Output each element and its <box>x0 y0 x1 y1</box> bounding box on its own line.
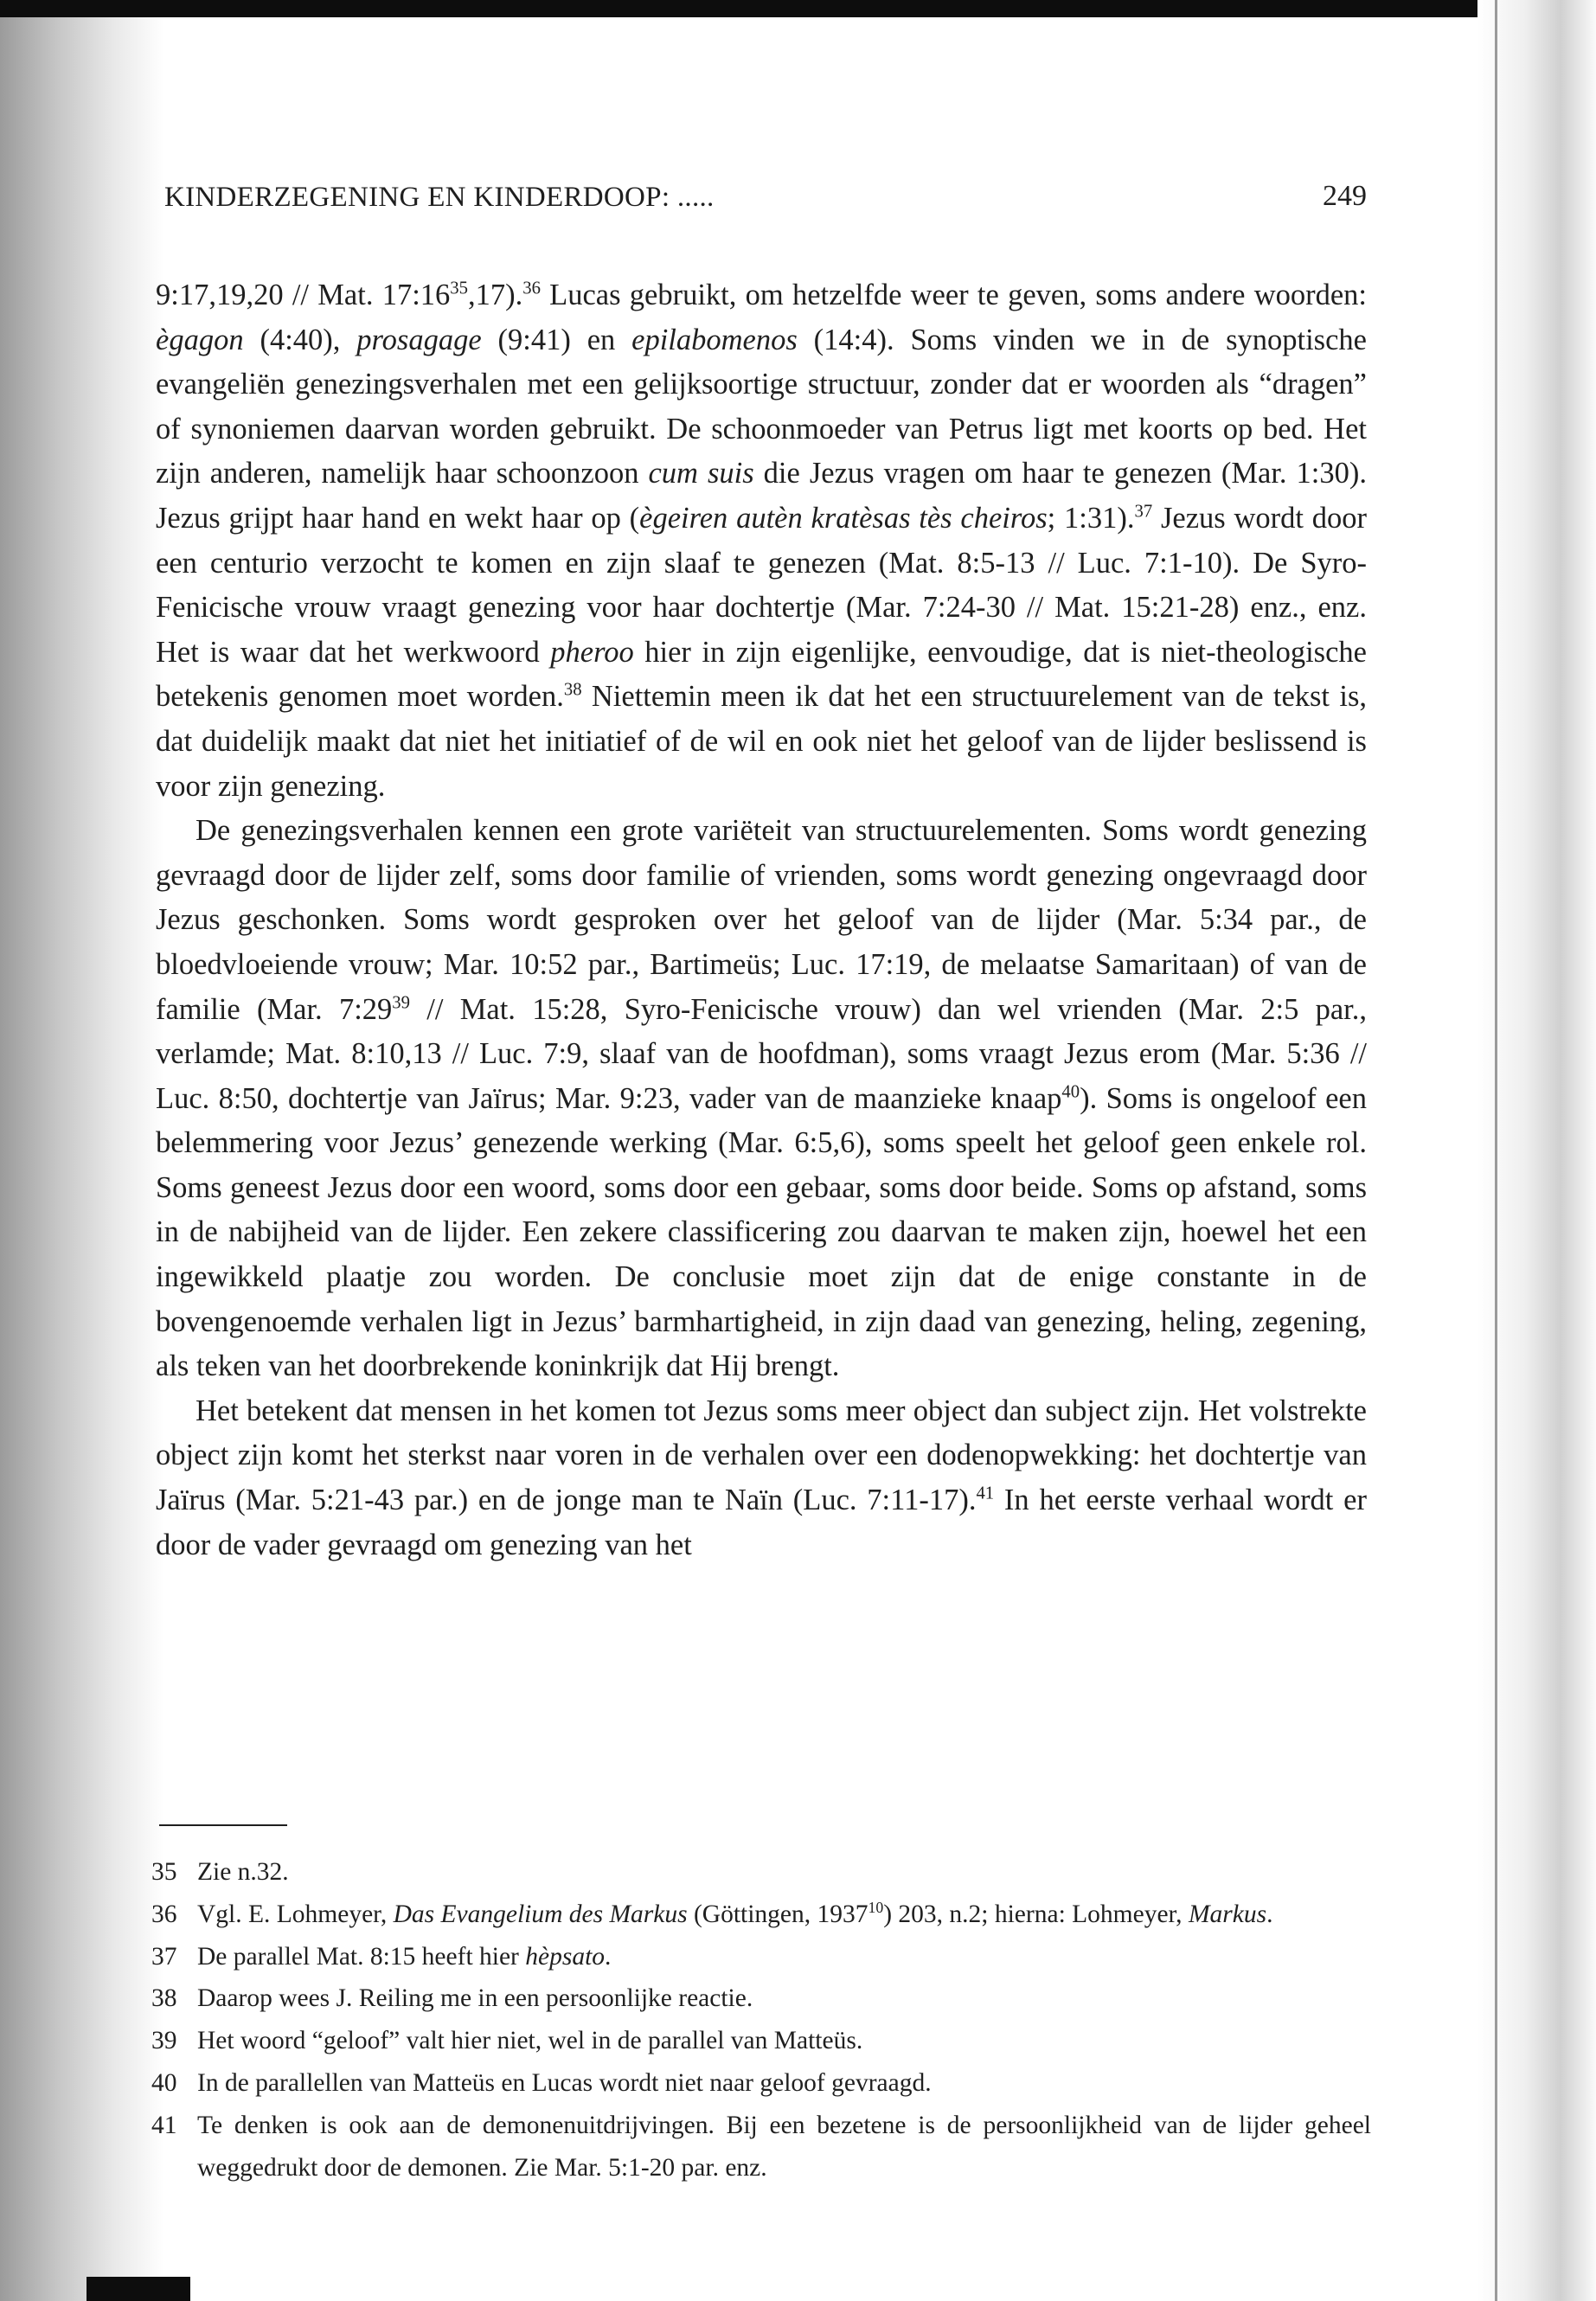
footnote-separator <box>159 1824 287 1826</box>
term-prosagage: prosagage <box>356 323 482 356</box>
footnote-ref-38[interactable]: 38 <box>563 680 582 700</box>
footnote-37 <box>151 1936 1371 1978</box>
term-egagon: ègagon <box>156 323 244 356</box>
scan-bottom-mark <box>87 2277 190 2301</box>
footnote-number: 37 <box>151 1942 177 1971</box>
paragraph-3: Het betekent dat mensen in het komen tot Jezus soms meer object dan subject zijn. Het volstrekte object zijn komt het sterkst naar voren in de verhalen over een dodenopwekking: het dochtertje van Jaïrus (Mar. 5:21-43 par.) en de jonge man te Naïn (Luc. 7:11-17).$^{41}$ In het eerste verhaal wordt er door de vader gevraagd om genezing van het <box>156 1394 1367 1561</box>
footnote-ref-36[interactable]: 36 <box>522 279 541 298</box>
footnote-ref-40[interactable]: 40 <box>1061 1082 1080 1102</box>
paragraph-1: 9:17,19,20 // Mat. $17:16^{35},17).^{36}$ Lucas gebruikt, om hetzelfde weer te geven, soms andere woorden: ègagon (4:40), prosagage (9:41) en epilabomenos (14:4). Soms vinden we in de synoptische evangeliën genezingsverhalen met een gelijksoortige structuur, zonder dat er woorden als “dragen” of synoniemen daarvan worden gebruikt. De schoonmoeder van Petrus ligt met koorts op bed. Het zijn anderen, namelijk haar schoonzoon cum suis die Jezus vragen om haar te genezen (Mar. 1:30). Jezus grijpt haar hand en wekt haar op (ègeiren autèn kratèsas tès cheiros; 1:31).$^{37}$ Jezus wordt door een centurio verzocht te komen en zijn slaaf te genezen (Mat. 8:5-13 // Luc. 7:1-10). De Syro-Fenicische vrouw vraagt genezing voor haar dochtertje (Mar. 7:24-30 // Mat. 15:21-28) enz., enz. Het is waar dat het werkwoord pheroo hier in zijn eigenlijke, eenvoudige, dat is niet-theologische betekenis genomen moet worden.$^{38}$ Niettemin meen ik dat het een structuurelement van de tekst is, dat duidelijk maakt dat niet het initiatief of de wil en ook niet het geloof van de lijder beslissend is voor zijn genezing. <box>156 279 1368 803</box>
scan-edge-line <box>1495 0 1497 2301</box>
footnote-35 <box>151 1851 1371 1894</box>
footnote-38 <box>151 1977 1371 2020</box>
running-head: KINDERZEGENING EN KINDERDOOP: ..... <box>164 182 715 213</box>
footnote-ref-39[interactable]: 39 <box>392 993 410 1012</box>
term-cum-suis: cum suis <box>648 457 754 490</box>
short-title: Markus <box>1188 1900 1267 1928</box>
footnote-number: 36 <box>151 1900 177 1928</box>
footnote-41 <box>151 2105 1371 2189</box>
edition-number: 10 <box>868 1898 884 1916</box>
footnote-number: 41 <box>151 2111 177 2139</box>
page-number: 249 <box>1323 180 1367 212</box>
main-text <box>156 273 1367 1567</box>
book-title: Das Evangelium des Markus <box>393 1900 688 1928</box>
footnote-text: In de parallellen van Matteüs en Lucas wordt niet naar geloof gevraagd. <box>197 2068 932 2097</box>
footnote-text: Vgl. E. Lohmeyer, Das Evangelium des Markus (Göttingen, 1937$^{10}$) 203, n.2; hierna: Lohmeyer, Markus. <box>197 1898 1273 1928</box>
footnote-text: Daarop wees J. Reiling me in een persoonlijke reactie. <box>197 1984 753 2013</box>
footnote-number: 38 <box>151 1984 177 2013</box>
term-epilabomenos: epilabomenos <box>631 323 798 356</box>
paragraph-2: De genezingsverhalen kennen een grote variëteit van structuurelementen. Soms wordt genezing gevraagd door de lijder zelf, soms door familie of vrienden, soms wordt genezing ongevraagd door Jezus geschonken. Soms wordt gesproken over het geloof van de lijder (Mar. 5:34 par., de bloedvloeiende vrouw; Mar. 10:52 par., Bartimeüs; Luc. 17:19, de melaatse Samaritaan) of van de familie (Mar. $7:29^{39}$ // Mat. 15:28, Syro-Fenicische vrouw) dan wel vrienden (Mar. 2:5 par., verlamde; Mat. 8:10,13 // Luc. 7:9, slaaf van de hoofdman), soms vraagt Jezus erom (Mar. 5:36 // Luc. 8:50, dochtertje van Jaïrus; Mar. 9:23, vader van de maanzieke knaap$^{40}$). Soms is ongeloof een belemmering voor Jezus’ genezende werking (Mar. 6:5,6), soms speelt het geloof geen enkele rol. Soms geneest Jezus door een woord, soms door een gebaar, soms door beide. Soms op afstand, soms in de nabijheid van de lijder. Een zekere classificering zou daarvan te maken zijn, hoewel het een ingewikkeld plaatje zou worden. De conclusie moet zijn dat de enige constante in de bovengenoemde verhalen ligt in Jezus’ barmhartigheid, in zijn daad van genezing, heling, zegening, als teken van het doorbrekende koninkrijk dat Hij brengt. <box>156 814 1367 1383</box>
footnote-text: Te denken is ook aan de demonenuitdrijvingen. Bij een bezetene is de persoonlijkheid van de lijder geheel weggedrukt door de demonen. Zie Mar. 5:1-20 par. enz. <box>197 2111 1371 2182</box>
footnote-number: 39 <box>151 2027 177 2055</box>
footnote-ref-41[interactable]: 41 <box>976 1484 995 1503</box>
footnotes <box>151 1851 1371 2189</box>
footnote-number: 40 <box>151 2068 177 2097</box>
footnote-39 <box>151 2020 1371 2062</box>
term-hepsato: hèpsato <box>525 1942 606 1971</box>
footnote-40 <box>151 2062 1371 2105</box>
footnote-text: Het woord “geloof” valt hier niet, wel in de parallel van Matteüs. <box>197 2027 863 2055</box>
term-greek-quote: ègeiren autèn kratèsas tès cheiros <box>639 501 1048 535</box>
footnote-36 <box>151 1894 1371 1936</box>
footnote-text: De parallel Mat. 8:15 heeft hier hèpsato. <box>197 1942 612 1971</box>
scan-gutter-shadow <box>0 17 164 2301</box>
footnote-ref-37[interactable]: 37 <box>1134 502 1153 522</box>
term-pheroo: pheroo <box>550 635 634 669</box>
footnote-text: Zie n.32. <box>197 1858 289 1886</box>
footnote-ref-35[interactable]: 35 <box>450 279 468 298</box>
scan-top-border <box>0 0 1522 17</box>
footnote-number: 35 <box>151 1858 177 1886</box>
